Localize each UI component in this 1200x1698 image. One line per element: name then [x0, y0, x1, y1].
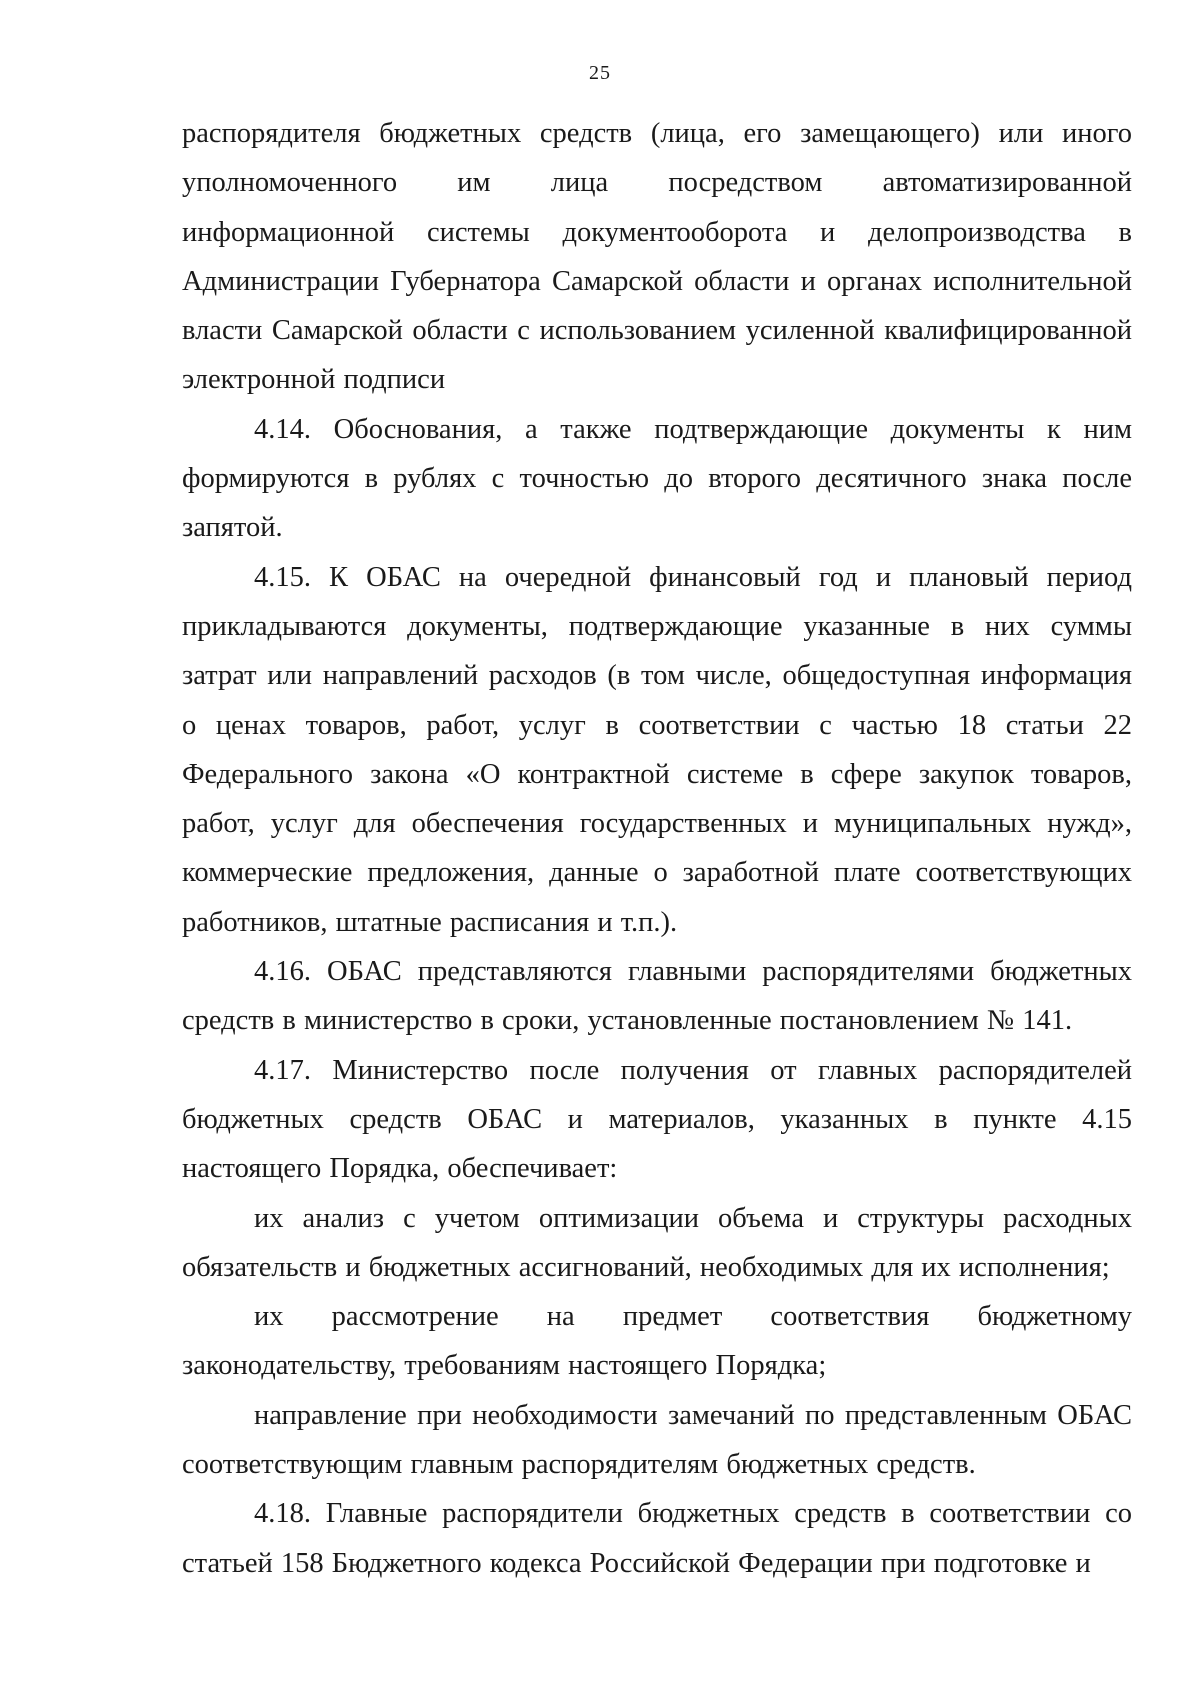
paragraph-continuation: распорядителя бюджетных средств (лица, его замещающего) или иного уполномоченного им лица посредством автоматизированной информационной системы документооборота и делопроизводства в Администрации Губернатора Самарской области и органах исполнительной власти Самарской области с использованием усиленной квалифицированной электронной подписи	[182, 118, 1132, 396]
paragraph-4-16: 4.16. ОБАС представляются главными распорядителями бюджетных средств в министерство в сроки, установленные постановлением № 141.	[182, 956, 1132, 1037]
paragraph-4-14: 4.14. Обоснования, а также подтверждающие документы к ним формируются в рублях с точностью до второго десятичного знака после запятой.	[182, 413, 1132, 544]
paragraph-4-15: 4.15. К ОБАС на очередной финансовый год и плановый период прикладываются документы, подтверждающие указанные в них суммы затрат или направлений расходов (в том числе, общедоступная информация о ценах товаров, работ, услуг в соответствии с частью 18 статьи 22 Федерального закона «О контрактной системе в сфере закупок товаров, работ, услуг для обеспечения государственных и муниципальных нужд», коммерческие предложения, данные о заработной плате соответствующих работников, штатные расписания и т.п.).	[182, 561, 1132, 938]
document-body	[182, 109, 1132, 1588]
paragraph-4-17-item-remarks: направление при необходимости замечаний по представленным ОБАС соответствующим главным распорядителям бюджетных средств.	[182, 1399, 1132, 1481]
paragraph-4-17-item-analysis: их анализ с учетом оптимизации объема и структуры расходных обязательств и бюджетных ассигнований, необходимых для их исполнения;	[182, 1202, 1132, 1283]
paragraph-4-17: 4.17. Министерство после получения от главных распорядителей бюджетных средств ОБАС и материалов, указанных в пункте 4.15 настоящего Порядка, обеспечивает:	[182, 1054, 1132, 1185]
paragraph-4-18: 4.18. Главные распорядители бюджетных средств в соответствии со статьей 158 Бюджетного кодекса Российской Федерации при подготовке и	[182, 1498, 1132, 1579]
paragraph-4-17-item-review: их рассмотрение на предмет соответствия бюджетному законодательству, требованиям настоящего Порядка;	[182, 1301, 1132, 1382]
page-number: 25	[589, 62, 611, 84]
